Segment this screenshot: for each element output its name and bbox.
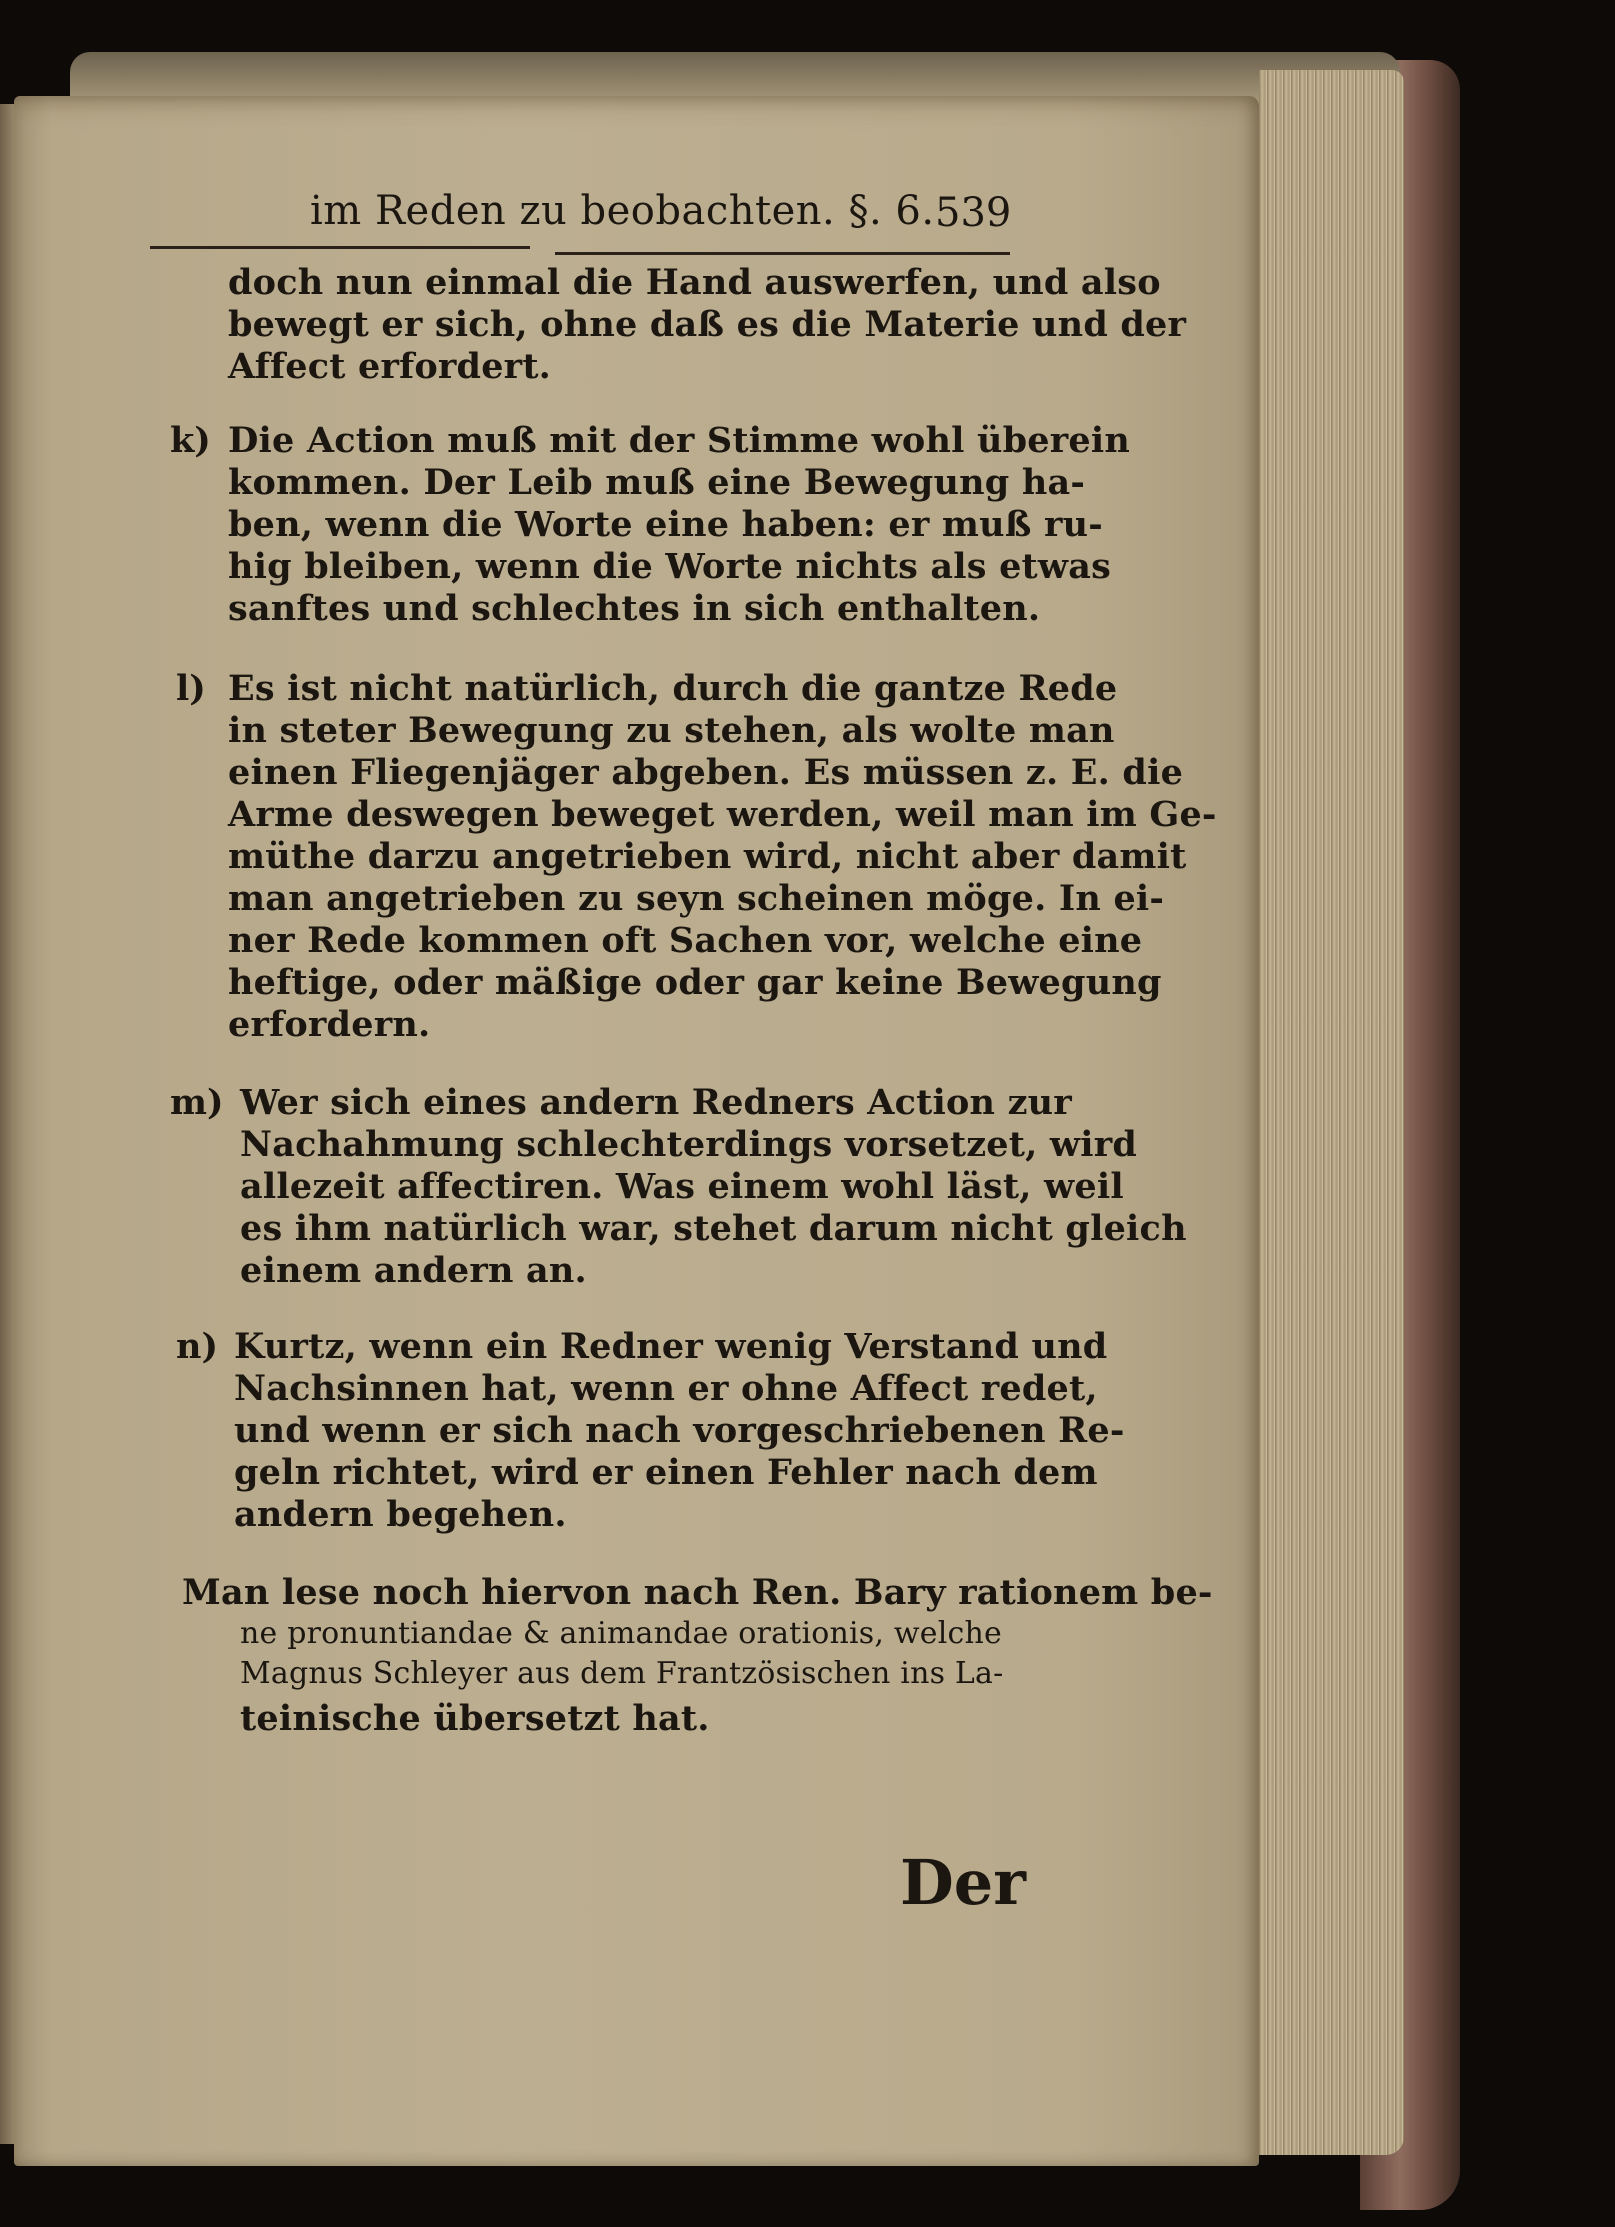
text-line: Wer sich eines andern Redners Action zur (240, 1082, 1072, 1123)
text-line: man angetrieben zu seyn scheinen möge. In ei- (228, 878, 1165, 919)
item-marker: l) (176, 668, 206, 709)
header-rule-left (150, 246, 530, 249)
text-line: ner Rede kommen oft Sachen vor, welche eine (228, 920, 1143, 961)
text-line: Affect erfordert. (228, 346, 552, 387)
text-line: es ihm natürlich war, stehet darum nicht gleich (240, 1208, 1187, 1249)
text-line: einem andern an. (240, 1250, 587, 1291)
text-line: bewegt er sich, ohne daß es die Materie und der (228, 304, 1187, 345)
text-line: einen Fliegenjäger abgeben. Es müssen z. E. die (228, 752, 1184, 793)
text-line: geln richtet, wird er einen Fehler nach dem (234, 1452, 1098, 1493)
text-line: doch nun einmal die Hand auswerfen, und also (228, 262, 1161, 303)
page-edges (1259, 70, 1404, 2155)
text-line: Die Action muß mit der Stimme wohl überein (228, 420, 1131, 461)
text-line: erfordern. (228, 1004, 431, 1045)
text-line: Kurtz, wenn ein Redner wenig Verstand und (234, 1326, 1108, 1367)
item-marker: m) (170, 1082, 224, 1123)
text-line: ben, wenn die Worte eine haben: er muß ru- (228, 504, 1103, 545)
text-line: Nachahmung schlechterdings vorsetzet, wird (240, 1124, 1138, 1165)
item-marker: k) (170, 420, 211, 461)
text-line: in steter Bewegung zu stehen, als wolte man (228, 710, 1115, 751)
text-line: Man lese noch hiervon nach Ren. Bary rationem be- (182, 1572, 1213, 1613)
text-line: teinische übersetzt hat. (240, 1698, 710, 1739)
text-line: Arme deswegen beweget werden, weil man im Ge- (228, 794, 1217, 835)
header-rule-right (555, 252, 1010, 255)
text-line: und wenn er sich nach vorgeschriebenen Re- (234, 1410, 1125, 1451)
text-line: allezeit affectiren. Was einem wohl läst, weil (240, 1166, 1124, 1207)
text-line: sanftes und schlechtes in sich enthalten. (228, 588, 1041, 629)
catchword: Der (900, 1846, 1026, 1919)
text-line: andern begehen. (234, 1494, 567, 1535)
item-marker: n) (176, 1326, 219, 1367)
text-line: ne pronuntiandae & animandae orationis, welche (240, 1616, 1002, 1651)
text-line: hig bleiben, wenn die Worte nichts als etwas (228, 546, 1112, 587)
running-title: im Reden zu beobachten. §. 6. (310, 188, 935, 234)
text-line: heftige, oder mäßige oder gar keine Bewegung (228, 962, 1162, 1003)
text-line: Magnus Schleyer aus dem Frantzösischen ins La- (240, 1656, 1004, 1691)
text-line: Nachsinnen hat, wenn er ohne Affect redet, (234, 1368, 1098, 1409)
text-line: kommen. Der Leib muß eine Bewegung ha- (228, 462, 1086, 503)
page-number: 539 (935, 190, 1012, 236)
text-line: müthe darzu angetrieben wird, nicht aber damit (228, 836, 1187, 877)
text-line: Es ist nicht natürlich, durch die gantze Rede (228, 668, 1118, 709)
